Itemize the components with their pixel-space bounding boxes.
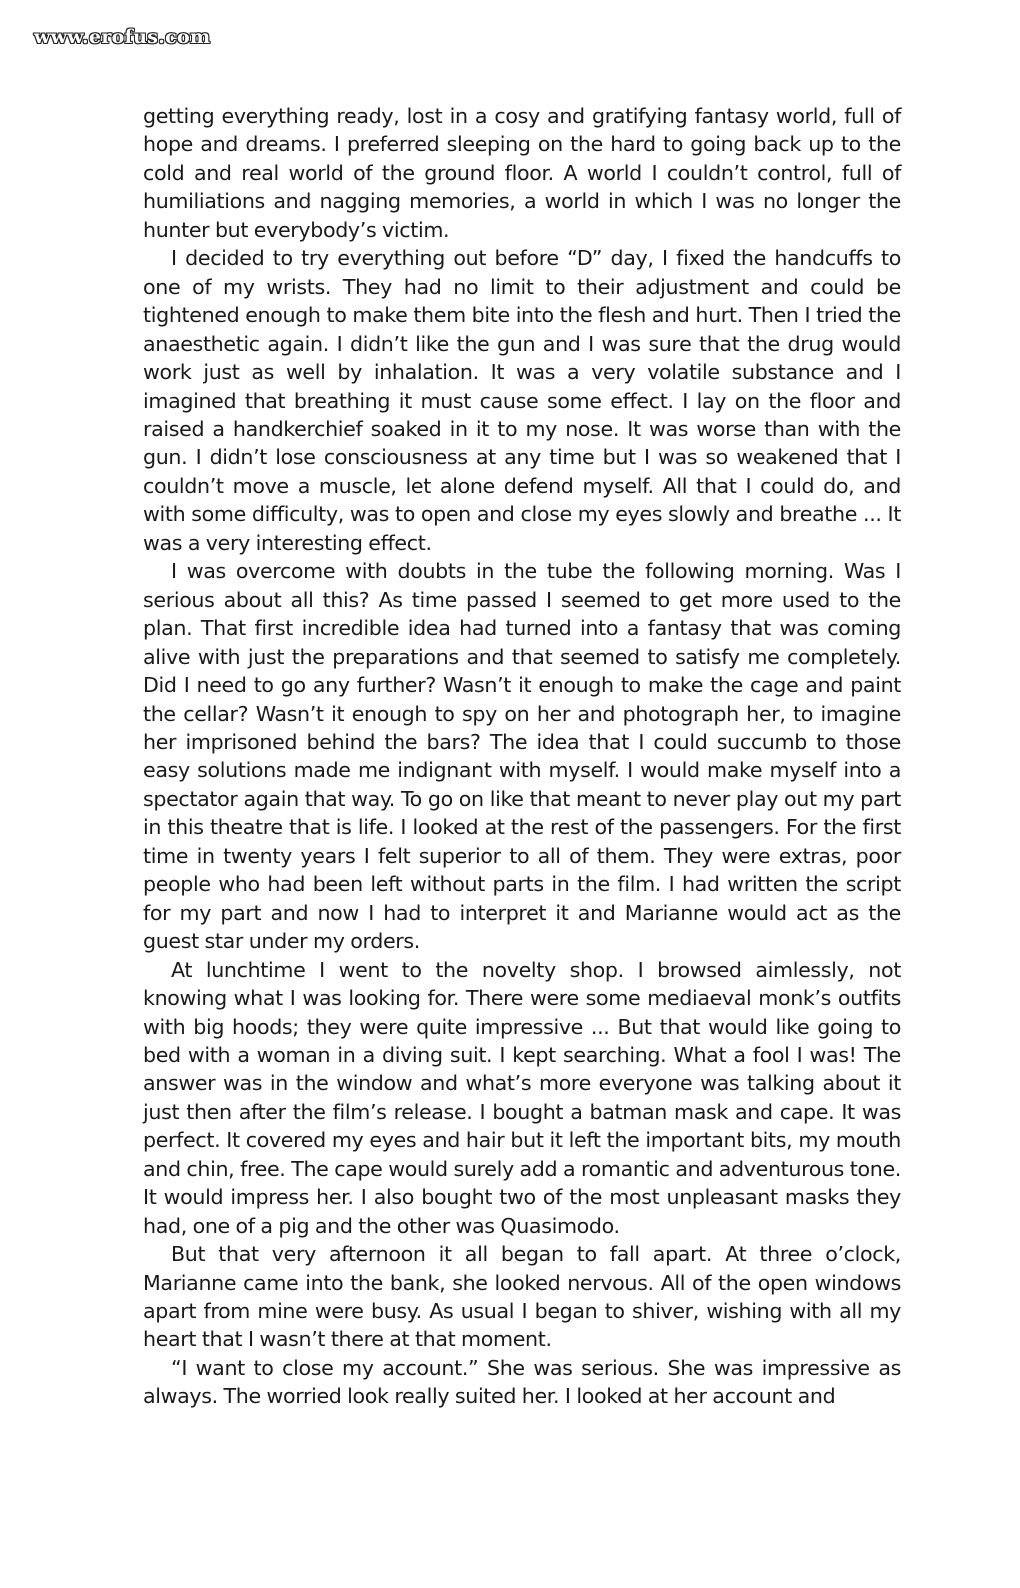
paragraph: I decided to try everything out before “D” day, I fixed the handcuffs to one of my wrists. They had no limit to their adjustment and could be tightened enough to make them bite into the flesh and hurt. Then I tried the anaesthetic again. I didn’t like the gun and I was sure that the drug would work just as well by inhalation. It was a very volatile substance and I imagined that breathing it must cause some effect. I lay on the floor and raised a handkerchief soaked in it to my nose. It was worse than with the gun. I didn’t lose consciousness at any time but I was so weakened that I couldn’t move a muscle, let alone defend myself. All that I could do, and with some difficulty, was to open and close my eyes slowly and breathe ... It was a very interesting effect. (143, 246, 901, 555)
paragraph: But that very afternoon it all began to fall apart. At three o’clock, Marianne came into the bank, she looked nervous. All of the open windows apart from mine were busy. As usual I began to shiver, wishing with all my heart that I wasn’t there at that moment. (143, 1242, 901, 1352)
paragraph: “I want to close my account.” She was serious. She was impressive as always. The worried look really suited her. I looked at her account and (143, 1355, 901, 1409)
site-watermark: www.erofus.com (34, 26, 211, 48)
paragraph: At lunchtime I went to the novelty shop. I browsed aimlessly, not knowing what I was looking for. There were some mediaeval monk’s outfits with big hoods; they were quite impressive ... But that would like going to bed with a woman in a diving suit. I kept searching. What a fool I was! The answer was in the window and what’s more everyone was talking about it just then after the film’s release. I bought a batman mask and cape. It was perfect. It covered my eyes and hair but it left the important bits, my mouth and chin, free. The cape would surely add a romantic and adventurous tone. It would impress her. I also bought two of the most unpleasant masks they had, one of a pig and the other was Quasimodo. (143, 957, 901, 1238)
paragraph: I was overcome with doubts in the tube the following morning. Was I serious about all this? As time passed I seemed to get more used to the plan. That first incredible idea had turned into a fantasy that was coming alive with just the preparations and that seemed to satisfy me completely. Did I need to go any further? Wasn’t it enough to make the cage and paint the cellar? Wasn’t it enough to spy on her and photograph her, to imagine her imprisoned behind the bars? The idea that I could succumb to those easy solutions made me indignant with myself. I would make myself into a spectator again that way. To go on like that meant to never play out my part in this theatre that is life. I looked at the rest of the passengers. For the first time in twenty years I felt superior to all of them. They were extras, poor people who had been left without parts in the film. I had written the script for my part and now I had to interpret it and Marianne would act as the guest star under my orders. (143, 559, 901, 954)
book-page-text (143, 102, 901, 1411)
paragraph-continued: getting everything ready, lost in a cosy and gratifying fantasy world, full of hope and dreams. I preferred sleeping on the hard to going back up to the cold and real world of the ground floor. A world I couldn’t control, full of humiliations and nagging memories, a world in which I was no longer the hunter but everybody’s victim. (143, 104, 901, 242)
